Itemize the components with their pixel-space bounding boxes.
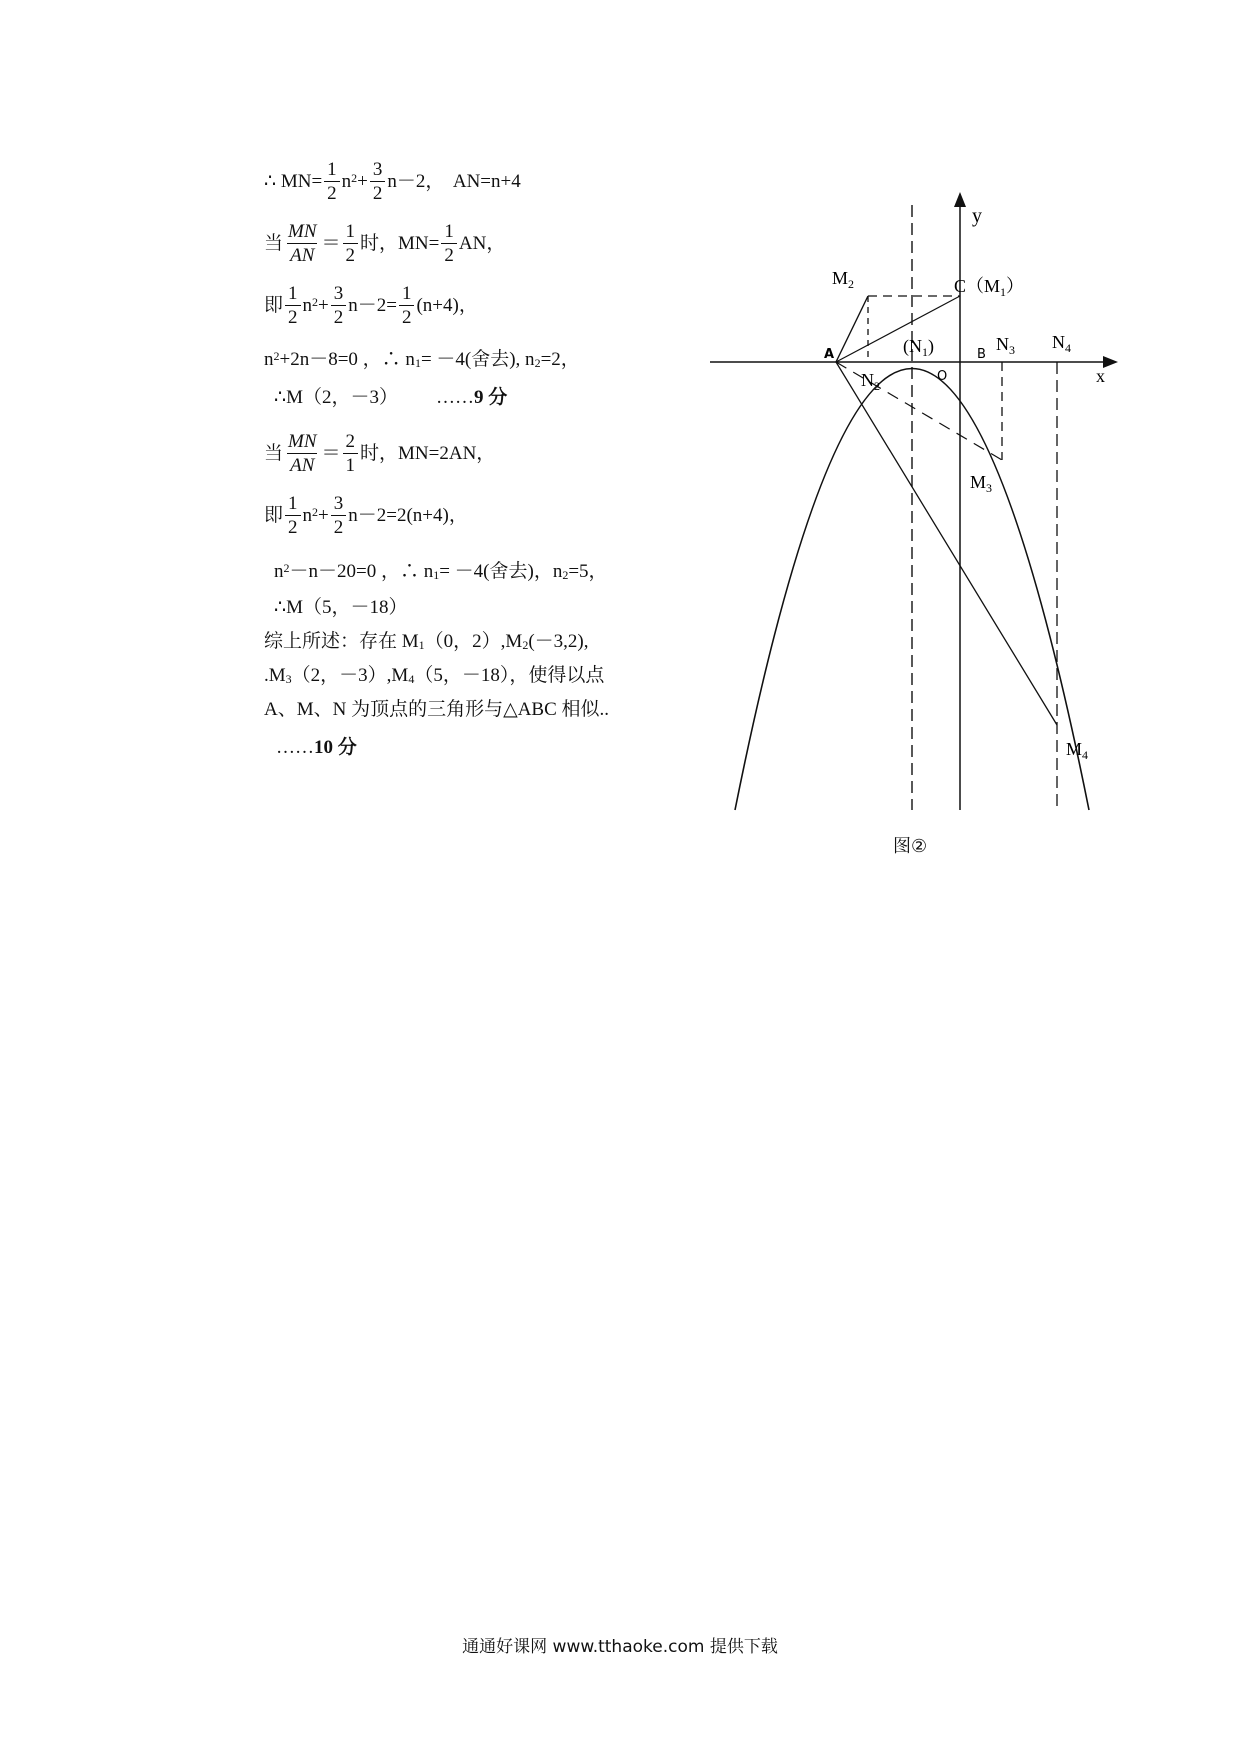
score-label: 10 分 — [314, 737, 357, 758]
line-quadratic-2 — [274, 562, 608, 581]
m4-label-text: M — [1066, 739, 1083, 759]
fraction — [343, 432, 359, 475]
text: =5， — [568, 561, 608, 582]
text: 时，MN=2AN， — [360, 443, 496, 464]
x-axis-arrow-icon — [1103, 356, 1118, 368]
a-c-line — [836, 296, 960, 362]
point-a-label: A — [824, 347, 835, 362]
superscript: 2 — [351, 170, 358, 185]
numerator: 1 — [288, 493, 298, 514]
superscript: 2 — [312, 294, 319, 309]
text: （2，－3）,M — [291, 665, 409, 686]
n4-label-text: N — [1052, 332, 1065, 352]
n3-label-sub: 3 — [1009, 343, 1015, 357]
fraction — [285, 432, 320, 475]
text: A、M、N 为顶点的三角形与△ABC 相似.. — [264, 699, 610, 720]
a-m2-line — [836, 296, 868, 362]
numerator: 1 — [401, 283, 412, 304]
score-label: 9 分 — [473, 387, 508, 408]
point-n3-label — [996, 334, 1015, 357]
figure-caption: 图② — [893, 836, 928, 857]
superscript: 2 — [283, 560, 290, 575]
numerator: 3 — [372, 159, 383, 180]
text: + — [318, 505, 329, 526]
numerator: 2 — [345, 431, 356, 452]
text: 综上所述：存在 M — [264, 631, 419, 652]
text: 即 — [264, 295, 284, 316]
denominator: 2 — [324, 181, 340, 203]
point-c-label — [954, 276, 1024, 299]
numerator: 1 — [327, 159, 337, 180]
text: n — [302, 295, 313, 316]
n2-label-sub: 2 — [874, 379, 880, 393]
subscript: 4 — [408, 671, 415, 686]
line-equation-double — [264, 494, 468, 537]
point-n4-label — [1052, 332, 1071, 355]
n1-label-text: (N — [903, 336, 922, 356]
text: n－2， AN=n+4 — [387, 171, 521, 192]
text: =2， — [540, 349, 580, 370]
line-mn-expression — [264, 160, 521, 203]
parabola-figure — [700, 190, 1140, 850]
line-quadratic-1 — [264, 350, 580, 369]
denominator: 2 — [399, 305, 415, 327]
numerator: 1 — [345, 221, 356, 242]
text: ∴M（2，－3） …… — [274, 387, 474, 408]
n2-label-text: N — [861, 370, 874, 390]
point-n2-label — [861, 370, 880, 393]
denominator: 2 — [285, 305, 301, 327]
text: (－3,2), — [528, 631, 589, 652]
line-result-m-5 — [274, 598, 407, 617]
n1-label-sub: 1 — [922, 345, 928, 359]
text: ∴M（5，－18） — [274, 597, 408, 618]
denominator: 2 — [441, 243, 457, 265]
subscript: 2 — [562, 567, 569, 582]
text: n — [341, 171, 352, 192]
denominator: 2 — [331, 305, 347, 327]
fraction — [370, 160, 386, 203]
text: 时，MN= — [360, 233, 440, 254]
footer-text: 通通好课网 www.tthaoke.com 提供下载 — [462, 1637, 778, 1657]
text: n－2=2(n+4)， — [348, 505, 468, 526]
m3-label-text: M — [970, 472, 987, 492]
subscript: 1 — [414, 355, 421, 370]
fraction — [324, 160, 340, 203]
text: …… — [276, 737, 314, 758]
y-axis-arrow-icon — [954, 192, 966, 207]
n3-label-text: N — [996, 334, 1009, 354]
m3-label-sub: 3 — [986, 481, 993, 495]
text: －n－20=0 ，∴ n — [289, 561, 434, 582]
text: 当 — [264, 233, 284, 254]
text: 当 — [264, 443, 284, 464]
text: +2n－8=0 ，∴ n — [279, 349, 415, 370]
denominator: 2 — [343, 243, 359, 265]
c-label-sub: 1 — [1000, 285, 1007, 299]
text: AN， — [458, 233, 506, 254]
numerator: MN — [288, 221, 317, 242]
text: （5，－18），使得以点 — [414, 665, 605, 686]
text: ＝ — [321, 443, 341, 464]
text: = －4(舍去)，n — [439, 561, 563, 582]
text: 即 — [264, 505, 284, 526]
fraction — [343, 222, 359, 265]
c-label-close: ） — [1006, 276, 1025, 296]
denominator: AN — [287, 243, 317, 265]
text: ∴ MN= — [264, 171, 323, 192]
line-summary-2 — [264, 666, 604, 685]
text: = －4(舍去), n — [420, 349, 535, 370]
numerator: 1 — [288, 283, 298, 304]
fraction — [285, 494, 301, 537]
line-case-double — [264, 432, 495, 475]
n4-label-sub: 4 — [1065, 341, 1071, 355]
m2-label-text: M — [832, 268, 849, 288]
superscript: 2 — [312, 504, 319, 519]
subscript: 2 — [522, 637, 529, 652]
subscript: 3 — [285, 671, 292, 686]
line-summary-1 — [264, 632, 588, 651]
point-n1-label — [903, 336, 934, 359]
fraction — [399, 284, 415, 327]
denominator: 2 — [331, 515, 347, 537]
line-score-10 — [276, 738, 357, 757]
text: n－2= — [348, 295, 397, 316]
text: n — [264, 349, 274, 370]
x-axis-label: x — [1096, 366, 1105, 386]
text: n — [274, 561, 284, 582]
denominator: 2 — [370, 181, 386, 203]
denominator: 1 — [343, 453, 359, 475]
numerator: 3 — [333, 493, 344, 514]
text: ＝ — [321, 233, 341, 254]
numerator: 1 — [444, 221, 454, 242]
text: + — [318, 295, 329, 316]
m4-label-sub: 4 — [1082, 748, 1089, 762]
c-label-text: C（M — [954, 276, 1001, 296]
denominator: AN — [287, 453, 317, 475]
subscript: 2 — [534, 355, 541, 370]
m2-label-sub: 2 — [848, 277, 855, 291]
subscript: 1 — [418, 637, 425, 652]
point-m2-label — [832, 268, 854, 291]
line-equation-half — [264, 284, 478, 327]
line-case-half — [264, 222, 505, 265]
fraction — [331, 284, 347, 327]
fraction — [441, 222, 457, 265]
fraction — [285, 222, 320, 265]
text: .M — [264, 665, 286, 686]
line-result-m-2 — [274, 388, 507, 407]
line-summary-3 — [264, 700, 609, 719]
subscript: 1 — [433, 567, 440, 582]
origin-label: O — [937, 369, 948, 384]
text: (n+4)， — [416, 295, 478, 316]
y-axis-label: y — [972, 205, 982, 227]
numerator: MN — [288, 431, 317, 452]
text: n — [302, 505, 313, 526]
fraction — [285, 284, 301, 327]
point-m3-label — [970, 472, 992, 495]
denominator: 2 — [285, 515, 301, 537]
numerator: 3 — [333, 283, 344, 304]
point-m4-label — [1066, 739, 1088, 762]
superscript: 2 — [273, 348, 280, 363]
point-b-label: B — [977, 347, 986, 362]
text: + — [357, 171, 368, 192]
text: （0，2）,M — [424, 631, 523, 652]
fraction — [331, 494, 347, 537]
n1-label-close: ) — [928, 336, 934, 356]
